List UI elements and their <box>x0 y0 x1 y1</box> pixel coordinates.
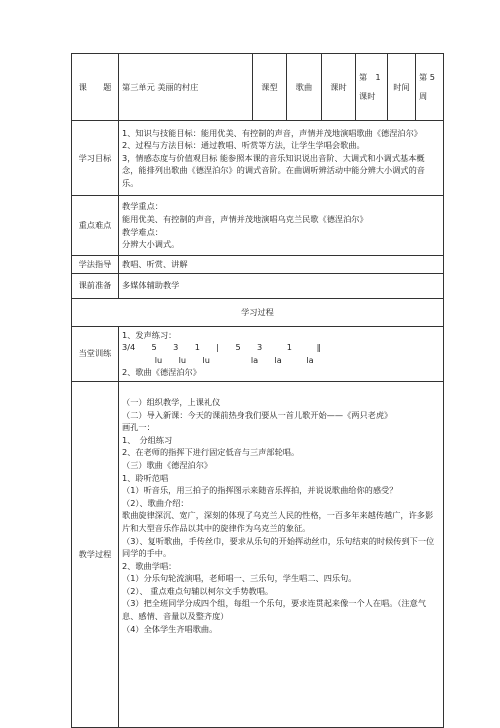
course-label: 课 题 <box>72 54 119 121</box>
practice-line: 2、歌曲《德涅泊尔》 <box>122 367 201 378</box>
keypoints-content <box>119 196 444 256</box>
process-title-row <box>72 298 444 326</box>
goals-row <box>72 121 444 196</box>
preparation-label: 课前准备 <box>72 273 119 298</box>
practice-label: 当堂训练 <box>72 326 119 381</box>
teaching-line: 2、在老师的指挥下进行固定低音与三声部轮唱。 <box>122 447 300 458</box>
teaching-line: （二）导入新课：今天的课前热身我们要从一首儿歌开始——《两只老虎》 <box>122 409 393 420</box>
rhythm-syllables: lu lu lu la la la <box>122 354 314 365</box>
teaching-label: 教学过程 <box>72 381 119 727</box>
keypoint-line: 分辨大小调式。 <box>122 239 180 250</box>
type-label: 课型 <box>253 54 287 121</box>
hours-label: 课时 <box>322 54 356 121</box>
goal-line: 2、过程与方法目标：通过教唱、听赏等方法，让学生学唱会歌曲。 <box>122 140 365 151</box>
teaching-line: 画孔一： <box>122 422 155 433</box>
goals-content <box>119 121 444 196</box>
guidance-label: 学法指导 <box>72 256 119 274</box>
teaching-line: （1）听音乐，用三拍子的指挥图示来随音乐挥拍，并说说歌曲给你的感受？ <box>122 485 398 496</box>
hours-value-top: 第 1 <box>359 72 381 83</box>
teaching-line: 歌曲旋律深沉、宽广，深刻的体现了乌克兰人民的性格，一百多年来越传越广，许多影片和大型音乐作品以其中的旋律作为乌克兰的象征。 <box>122 510 434 533</box>
keypoints-label: 重点难点 <box>72 196 119 256</box>
teaching-line: （3）、复听歌曲，手传丝巾，要求从乐句的开始挥动丝巾，乐句结束的时候传到下一位同学的手中。 <box>122 535 435 559</box>
teaching-line: （一）组织教学，上课礼仪 <box>122 396 221 407</box>
course-value: 第三单元 美丽的村庄 <box>119 54 253 121</box>
time-value-bottom: 周 <box>419 91 428 101</box>
keypoint-line: 教学重点： <box>122 201 163 212</box>
teaching-line: （3）把全班同学分成四个组，每组一个乐句，要求连贯起来像一个人在唱。（注意气息、感情、音量以及整齐度） <box>122 598 427 622</box>
process-title: 学习过程 <box>72 298 444 326</box>
guidance-row <box>72 256 444 274</box>
time-value-top: 第 5 <box>419 72 435 83</box>
preparation-value: 多媒体辅助教学 <box>119 273 444 298</box>
keypoint-line: 教学难点： <box>122 226 163 237</box>
teaching-line: （4）全体学生齐唱歌曲。 <box>122 623 218 634</box>
teaching-content <box>119 381 444 727</box>
header-row <box>72 54 444 121</box>
goals-label: 学习目标 <box>72 121 119 196</box>
teaching-line: 2、歌曲学唱： <box>122 560 177 571</box>
time-label: 时间 <box>388 54 416 121</box>
keypoint-line: 能用优美、有控制的声音，声情并茂地演唱乌克兰民歌《德涅泊尔》 <box>122 213 368 224</box>
keypoints-row <box>72 196 444 256</box>
practice-content <box>119 326 444 381</box>
practice-row <box>72 326 444 381</box>
hours-value-bottom: 课时 <box>359 91 376 101</box>
teaching-line: （2）、 重点难点句辅以柯尔文手势教唱。 <box>122 585 274 596</box>
teaching-line: 1、聆听范唱 <box>122 472 169 483</box>
teaching-line: 1、 分组练习 <box>122 434 173 445</box>
rhythm-notes: 3/4 5 3 1 | 5 3 1 ‖ <box>122 342 321 353</box>
time-value <box>416 54 444 121</box>
guidance-value: 教唱、听赏、讲解 <box>119 256 444 274</box>
preparation-row <box>72 273 444 298</box>
teaching-row <box>72 381 444 727</box>
type-value: 歌曲 <box>287 54 322 121</box>
teaching-line: （1）分乐句轮流演唱，老师唱一、三乐句，学生唱二、四乐句。 <box>122 573 357 584</box>
teaching-line: （三）歌曲《德涅泊尔》 <box>122 459 213 470</box>
lesson-plan-table <box>71 53 444 728</box>
teaching-line: （2）、歌曲介绍： <box>122 497 189 508</box>
goal-line: 3，情感态度与价值观目标 能参照本课的音乐知识说出音阶、大调式和小调式基本概念，能排列出歌曲《德涅泊尔》的调式音阶。在曲调听辨活动中能分辨大小调式的音乐。 <box>122 152 425 188</box>
practice-line: 1、发声练习： <box>122 329 177 340</box>
goal-line: 1、知识与技能目标：能用优美、有控制的声音，声情并茂地演唱歌曲《德涅泊尔》 <box>122 127 422 138</box>
hours-value <box>356 54 388 121</box>
